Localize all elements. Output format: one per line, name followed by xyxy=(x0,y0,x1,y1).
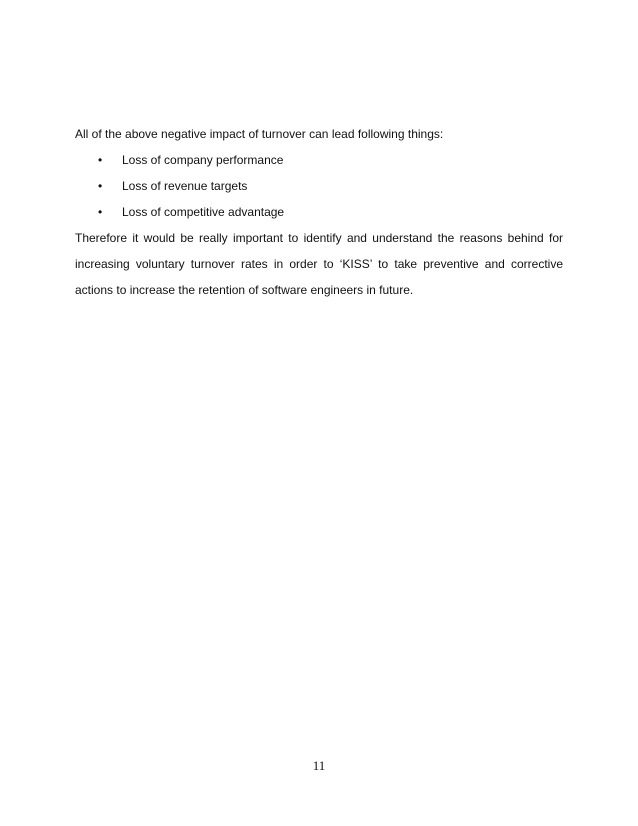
bullet-icon: • xyxy=(98,153,103,167)
list-item xyxy=(75,147,563,173)
intro-sentence: All of the above negative impact of turnover can lead following things: xyxy=(75,127,444,141)
consequence-list xyxy=(75,147,563,225)
list-item-text: Loss of revenue targets xyxy=(122,179,248,193)
page-number: 11 xyxy=(312,758,326,773)
page-body xyxy=(75,121,563,303)
list-item-text: Loss of competitive advantage xyxy=(122,205,285,219)
list-item xyxy=(75,173,563,199)
bullet-icon: • xyxy=(98,179,103,193)
conclusion-paragraph: Therefore it would be really important to identify and understand the reasons behind for increasing voluntary turnover rates in order to ‘KISS’ to take preventive and corrective actions to increase the retention of software engineers in future. xyxy=(75,231,563,297)
bullet-icon: • xyxy=(98,205,103,219)
list-item xyxy=(75,199,563,225)
list-item-text: Loss of company performance xyxy=(122,153,284,167)
